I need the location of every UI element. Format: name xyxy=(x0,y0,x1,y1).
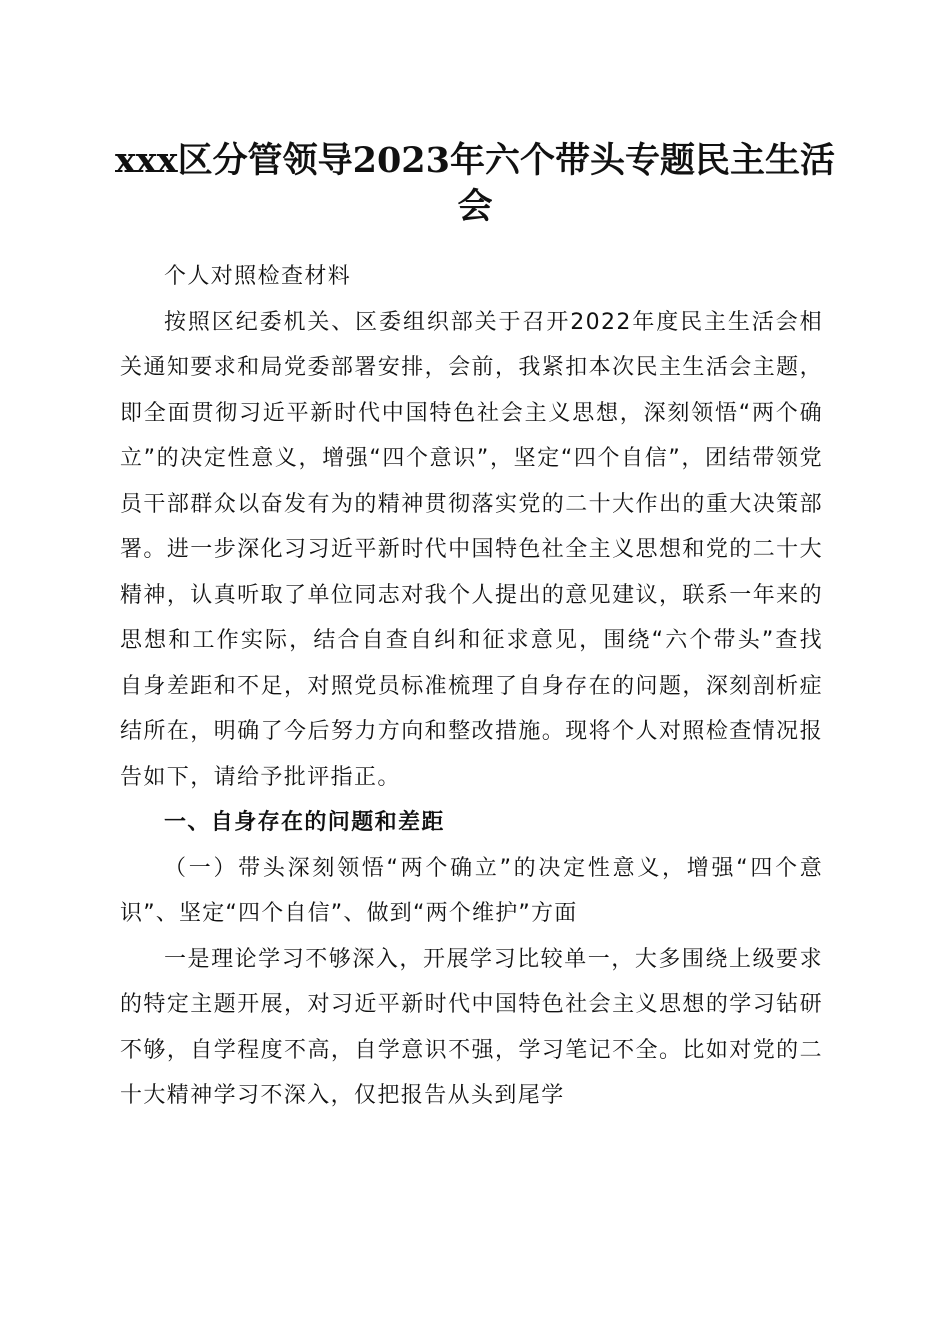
intro-paragraph: 按照区纪委机关、区委组织部关于召开2022年度民主生活会相关通知要求和局党委部署安排，会前，我紧扣本次民主生活会主题，即全面贯彻习近平新时代中国特色社会主义思想，深刻领悟“两个确立”的决定性意义，增强“四个意识”，坚定“四个自信”，团结带领党员干部群众以奋发有为的精神贯彻落实党的二十大作出的重大决策部署。进一步深化习习近平新时代中国特色社全主义思想和党的二十大精神，认真听取了单位同志对我个人提出的意见建议，联系一年来的思想和工作实际，结合自查自纠和征求意见，围绕“六个带头”查找自身差距和不足，对照党员标准梳理了自身存在的问题，深刻剖析症结所在，明确了今后努力方向和整改措施。现将个人对照检查情况报告如下，请给予批评指正。 xyxy=(120,309,823,790)
body-paragraph: 一是理论学习不够深入，开展学习比较单一，大多围绕上级要求的特定主题开展，对习近平新时代中国特色社会主义思想的学习钻研不够，自学程度不高，自学意识不强，学习笔记不全。比如对党的二十大精神学习不深入，仅把报告从头到尾学 xyxy=(120,946,823,1108)
subtitle-paragraph: 个人对照检查材料 xyxy=(164,264,352,289)
document-title: xxx区分管领导2023年六个带头专题民主生活会 xyxy=(114,140,835,227)
subsection-heading: （一）带头深刻领悟“两个确立”的决定性意义，增强“四个意识”、坚定“四个自信”、做到“两个维护”方面 xyxy=(120,855,823,926)
section-heading: 一、自身存在的问题和差距 xyxy=(164,810,445,835)
document-body xyxy=(120,254,823,1119)
